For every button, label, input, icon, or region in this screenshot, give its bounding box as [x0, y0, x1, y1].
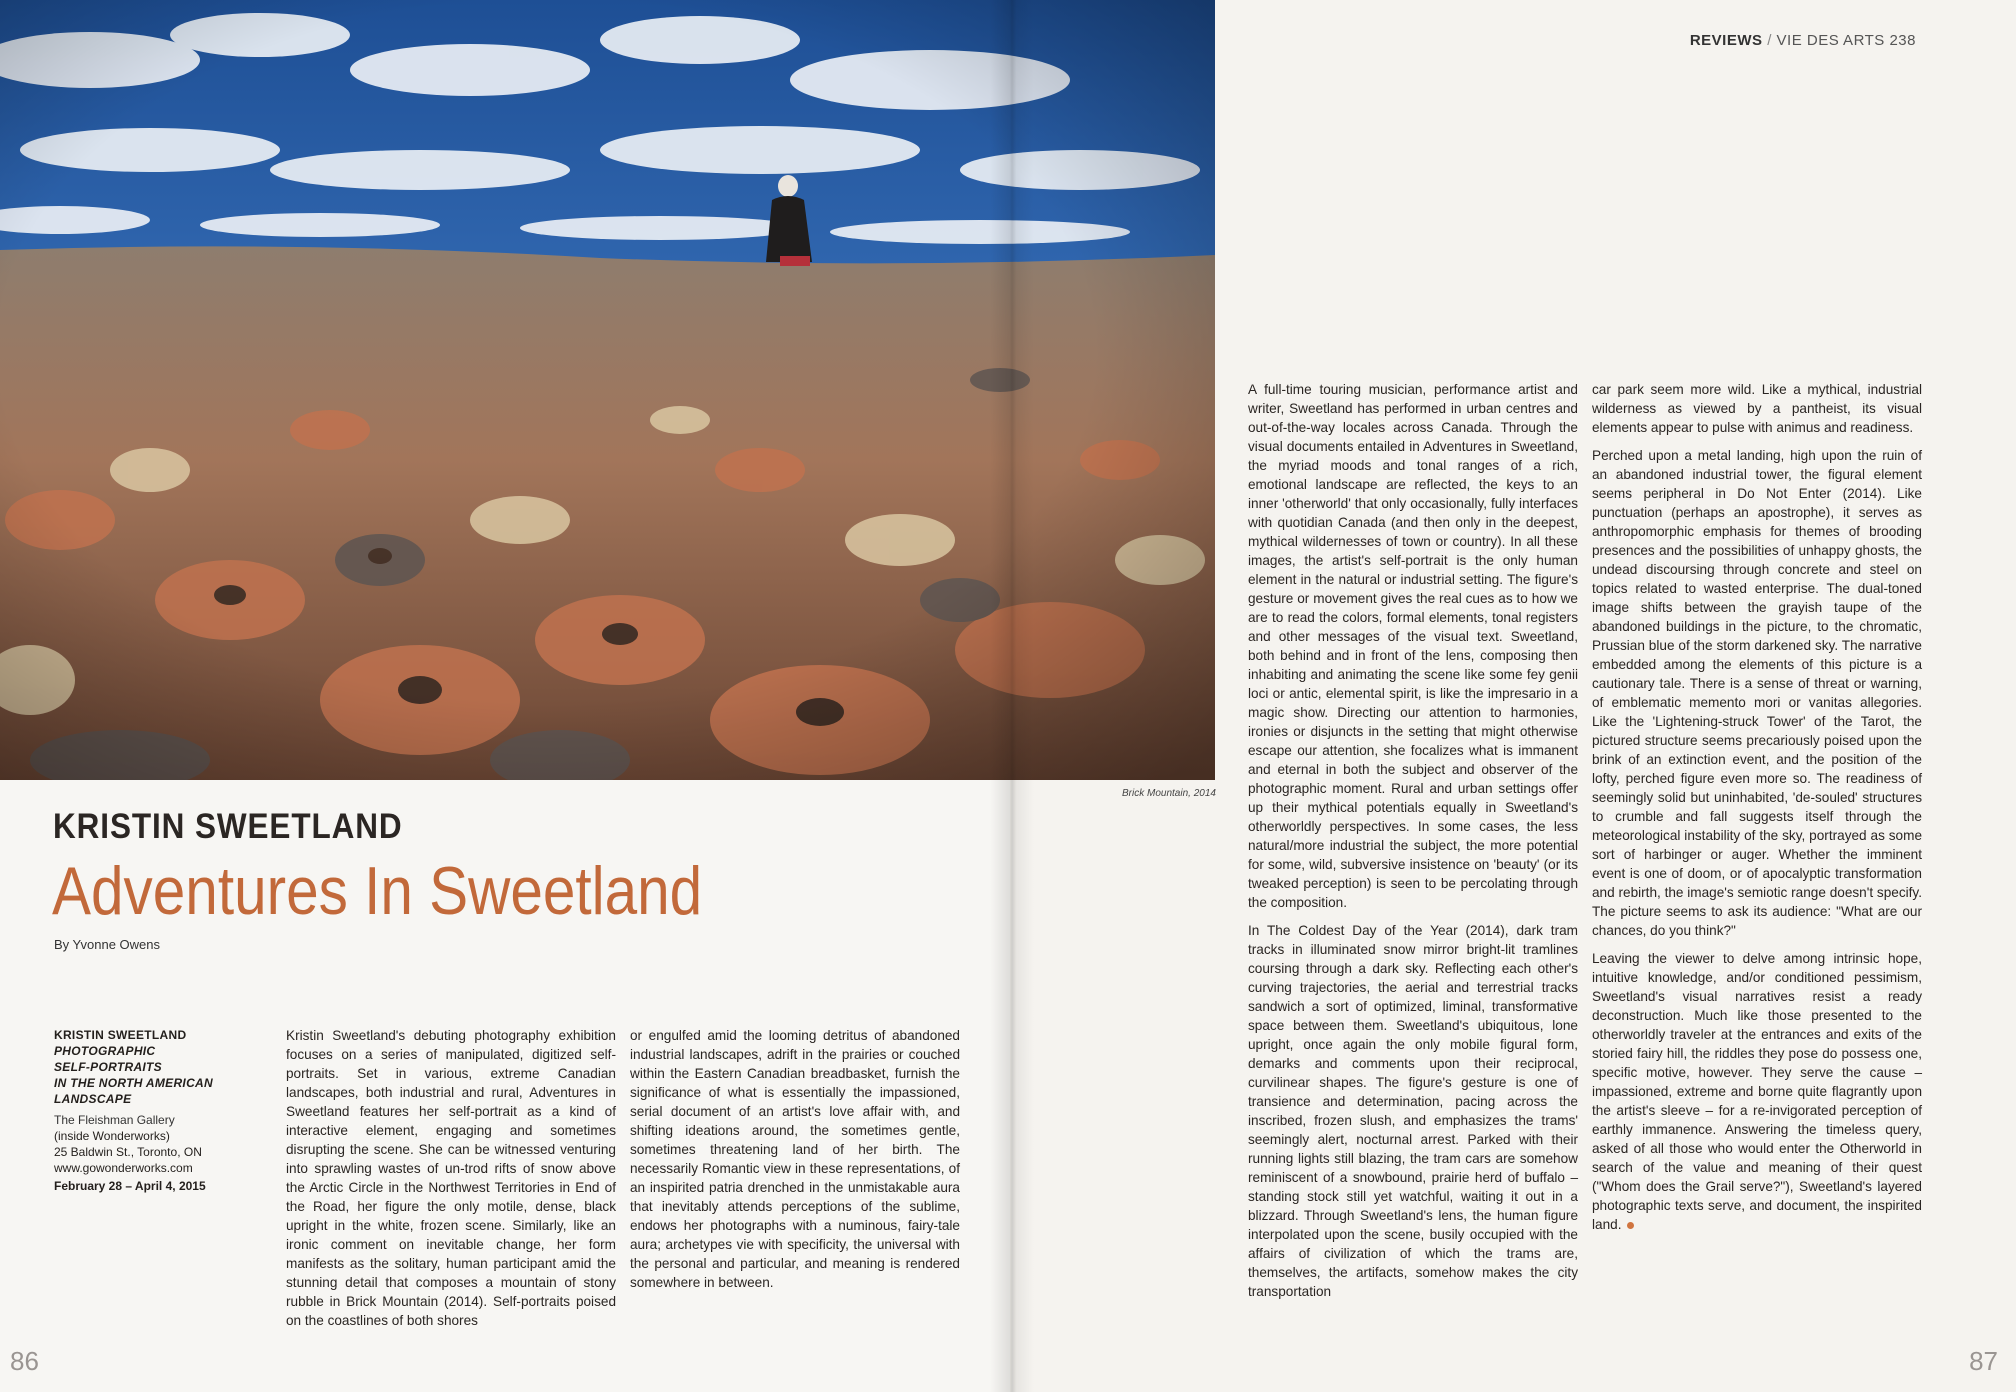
gallery-website: www.gowonderworks.com	[54, 1161, 193, 1175]
photo-caption: Brick Mountain, 2014	[1122, 788, 1216, 799]
spread-gutter	[990, 0, 1034, 1392]
body-paragraph: Perched upon a metal landing, high upon the ruin of an abandoned industrial tower, the figural element seems peripheral in Do Not Enter (2014). Like punctuation (perhaps an apostrophe), it serves as anthropomorphic emphasis for themes of brooding presences and the possibilities of unhappy ghosts, the undead discoursing through concrete and steel on topics related to wasted enterprise. The dual-toned image shifts between the grayish taupe of the abandoned buildings in the picture, to the chromatic, Prussian blue of the storm darkened sky. The narrative embedded among the elements of this picture is a cautionary tale. There is a sense of threat or warning, of emblematic memento mori or vanitas allegories. Like the 'Lightening-struck Tower' of the Tarot, the pictured structure seems precariously poised upon the brink of an extinction event, and the position of the lofty, perched figure even more so. The readiness of seemingly solid but uninhabited, 'de-souled' structures to crumble and fall suggests itself through the meteorological instability of the sky, portrayed as some sort of harbinger or auger. Whether the imminent event is one of doom, or of apocalyptic transformation and rebirth, the image's semiotic range doesn't specify. The picture seems to ask its audience: "What are our chances, do you think?"	[1592, 448, 1922, 938]
exhibition-subtitle-line: PHOTOGRAPHIC	[54, 1044, 156, 1058]
byline: By Yvonne Owens	[54, 937, 160, 952]
exhibition-dates: February 28 – April 4, 2015	[54, 1179, 206, 1193]
body-paragraph: car park seem more wild. Like a mythical, industrial wilderness as viewed by a pantheist, its visual elements appear to pulse with animus and readiness.	[1592, 382, 1922, 435]
body-column-1	[286, 1026, 616, 1330]
gallery-address: 25 Baldwin St., Toronto, ON	[54, 1145, 202, 1159]
section-label: REVIEWS	[1689, 32, 1763, 49]
running-head-separator: /	[1767, 32, 1772, 49]
body-paragraph: or engulfed amid the looming detritus of abandoned industrial landscapes, adrift in the prairies or couched within the Eastern Canadian breadbasket, furnish the significance of what is essentially the impassioned, serial document of an artist's love affair with, and shifting ideations around, the sometimes gentle, sometimes threatening land of her birth. The necessarily Romantic view in these representations, of an inspirited patria drenched in the unmistakable aura that inevitably attends perceptions of the sublime, endows her photographs with a numinous, fairy-tale aura; archetypes vie with specificity, the universal with the personal and particular, and meaning is rendered somewhere in between.	[630, 1028, 960, 1290]
article-title: Adventures In Sweetland	[52, 853, 703, 929]
exhibition-subtitle-line: SELF-PORTRAITS	[54, 1060, 162, 1074]
page-number-right: 87	[1969, 1346, 1998, 1376]
body-text: Leaving the viewer to delve among intrinsic hope, intuitive knowledge, and/or conditioned pessimism, Sweetland's visual narratives resist a ready deconstruction. Much like those presented to the otherworldly traveler at the entrances and exits of the storied fairy hill, the riddles they pose do possess one, specific motive, however. They serve the cause – impassioned, extreme and borne quite flagrantly upon the artist's sleeve – for a re-invigorated perception of earthly immanence. Answering the timeless query, asked of all those who would enter the Otherworld in search of the value and meaning of their quest ("Whom does the Grail serve?"), Sweetland's layered photographic texts serve, and document, the inspirited land.	[1592, 951, 1922, 1232]
body-paragraph: In The Coldest Day of the Year (2014), dark tram tracks in illuminated snow mirror bright-lit tramlines coursing through a dark sky. Reflecting each other's curving trajectories, the aerial and terrestrial tracks sandwich a sort of optimized, liminal, transformative space between them. Sweetland's ubiquitous, lone upright, once again the only mobile figural form, demarks and comments upon their reciprocal, curvilinear shapes. The figure's gesture is one of transience and determination, pacing across the inscribed, frozen slush, and emphasizes the trams' seemingly alert, nocturnal arrest. Parked with their running lights still blazing, the tram cars are somehow reminiscent of a snowbound, prairie herd of buffalo – standing stock still yet watchful, waiting it out in a blizzard. Through Sweetland's lens, the human figure interpolated upon the scene, busily occupied with the affairs of civilization of which the trams are, themselves, the artifacts, somehow makes the city transportation	[1248, 923, 1578, 1299]
gallery-note: (inside Wonderworks)	[54, 1129, 170, 1143]
running-head	[1690, 32, 1916, 49]
artist-heading: KRISTIN SWEETLAND	[53, 807, 403, 846]
body-column-4	[1592, 380, 1922, 1234]
exhibition-subtitle-line: LANDSCAPE	[54, 1092, 132, 1106]
body-paragraph: Kristin Sweetland's debuting photography exhibition focuses on a series of manipulated, digitized self-portraits. Set in various, extreme Canadian landscapes, both industrial and rural, Adventures in Sweetland features her self-portrait as a kind of interactive element, engaging and sometimes disrupting the scene. She can be witnessed venturing into sprawling wastes of un-trod rifts of snow above the Arctic Circle in the Northwest Territories in End of the Road, her figure the only motile, dense, black upright in the white, frozen scene. Similarly, like an ironic comment on inevitable change, her form manifests as the solitary, human participant amid the stunning detail that composes a mountain of stony rubble in Brick Mountain (2014). Self-portraits poised on the coastlines of both shores	[286, 1028, 616, 1328]
body-column-2	[630, 1026, 960, 1292]
exhibition-subtitle-line: IN THE NORTH AMERICAN	[54, 1076, 213, 1090]
end-mark-icon	[1627, 1222, 1634, 1229]
page-number-left: 86	[10, 1346, 39, 1376]
exhibition-artist: KRISTIN SWEETLAND	[54, 1028, 187, 1042]
body-paragraph-last	[1592, 949, 1922, 1234]
gallery-name: The Fleishman Gallery	[54, 1113, 175, 1127]
publication-label: VIE DES ARTS 238	[1776, 32, 1916, 49]
exhibition-info	[54, 1027, 274, 1194]
body-paragraph: A full-time touring musician, performance artist and writer, Sweetland has performed in urban centres and out-of-the-way locales across Canada. Through the visual documents entailed in Adventures in Sweetland, the myriad moods and tonal ranges of a rich, emotional landscape are reflected, the keys to an inner 'otherworld' that only occasionally, fully interfaces with quotidian Canada (and then only in the deepest, mythical wildernesses of town or country). In all these images, the artist's self-portrait is the only human element in the natural or industrial setting. The figure's gesture or movement gives the real cues as to how we are to read the colors, formal elements, tonal registers and other messages of the visual text. Sweetland, both behind and in front of the lens, composing then inhabiting and animating the scene like some fey genii loci or antic, elemental spirit, is like the impresario in a magic show. Directing our attention to harmonies, ironies or disjuncts in the setting that might otherwise escape our attention, she focalizes what is immanent and eternal in both the subject and observer of the photographic moment. Rural and urban settings offer up their mythical potentials equally in Sweetland's otherworldly perspectives. In some cases, the less natural/more industrial the subject, the more potential for some, wild, subversive insistence on 'beauty' (or its tweaked perception) is seen to be percolating through the composition.	[1248, 382, 1578, 910]
body-column-3	[1248, 380, 1578, 1301]
